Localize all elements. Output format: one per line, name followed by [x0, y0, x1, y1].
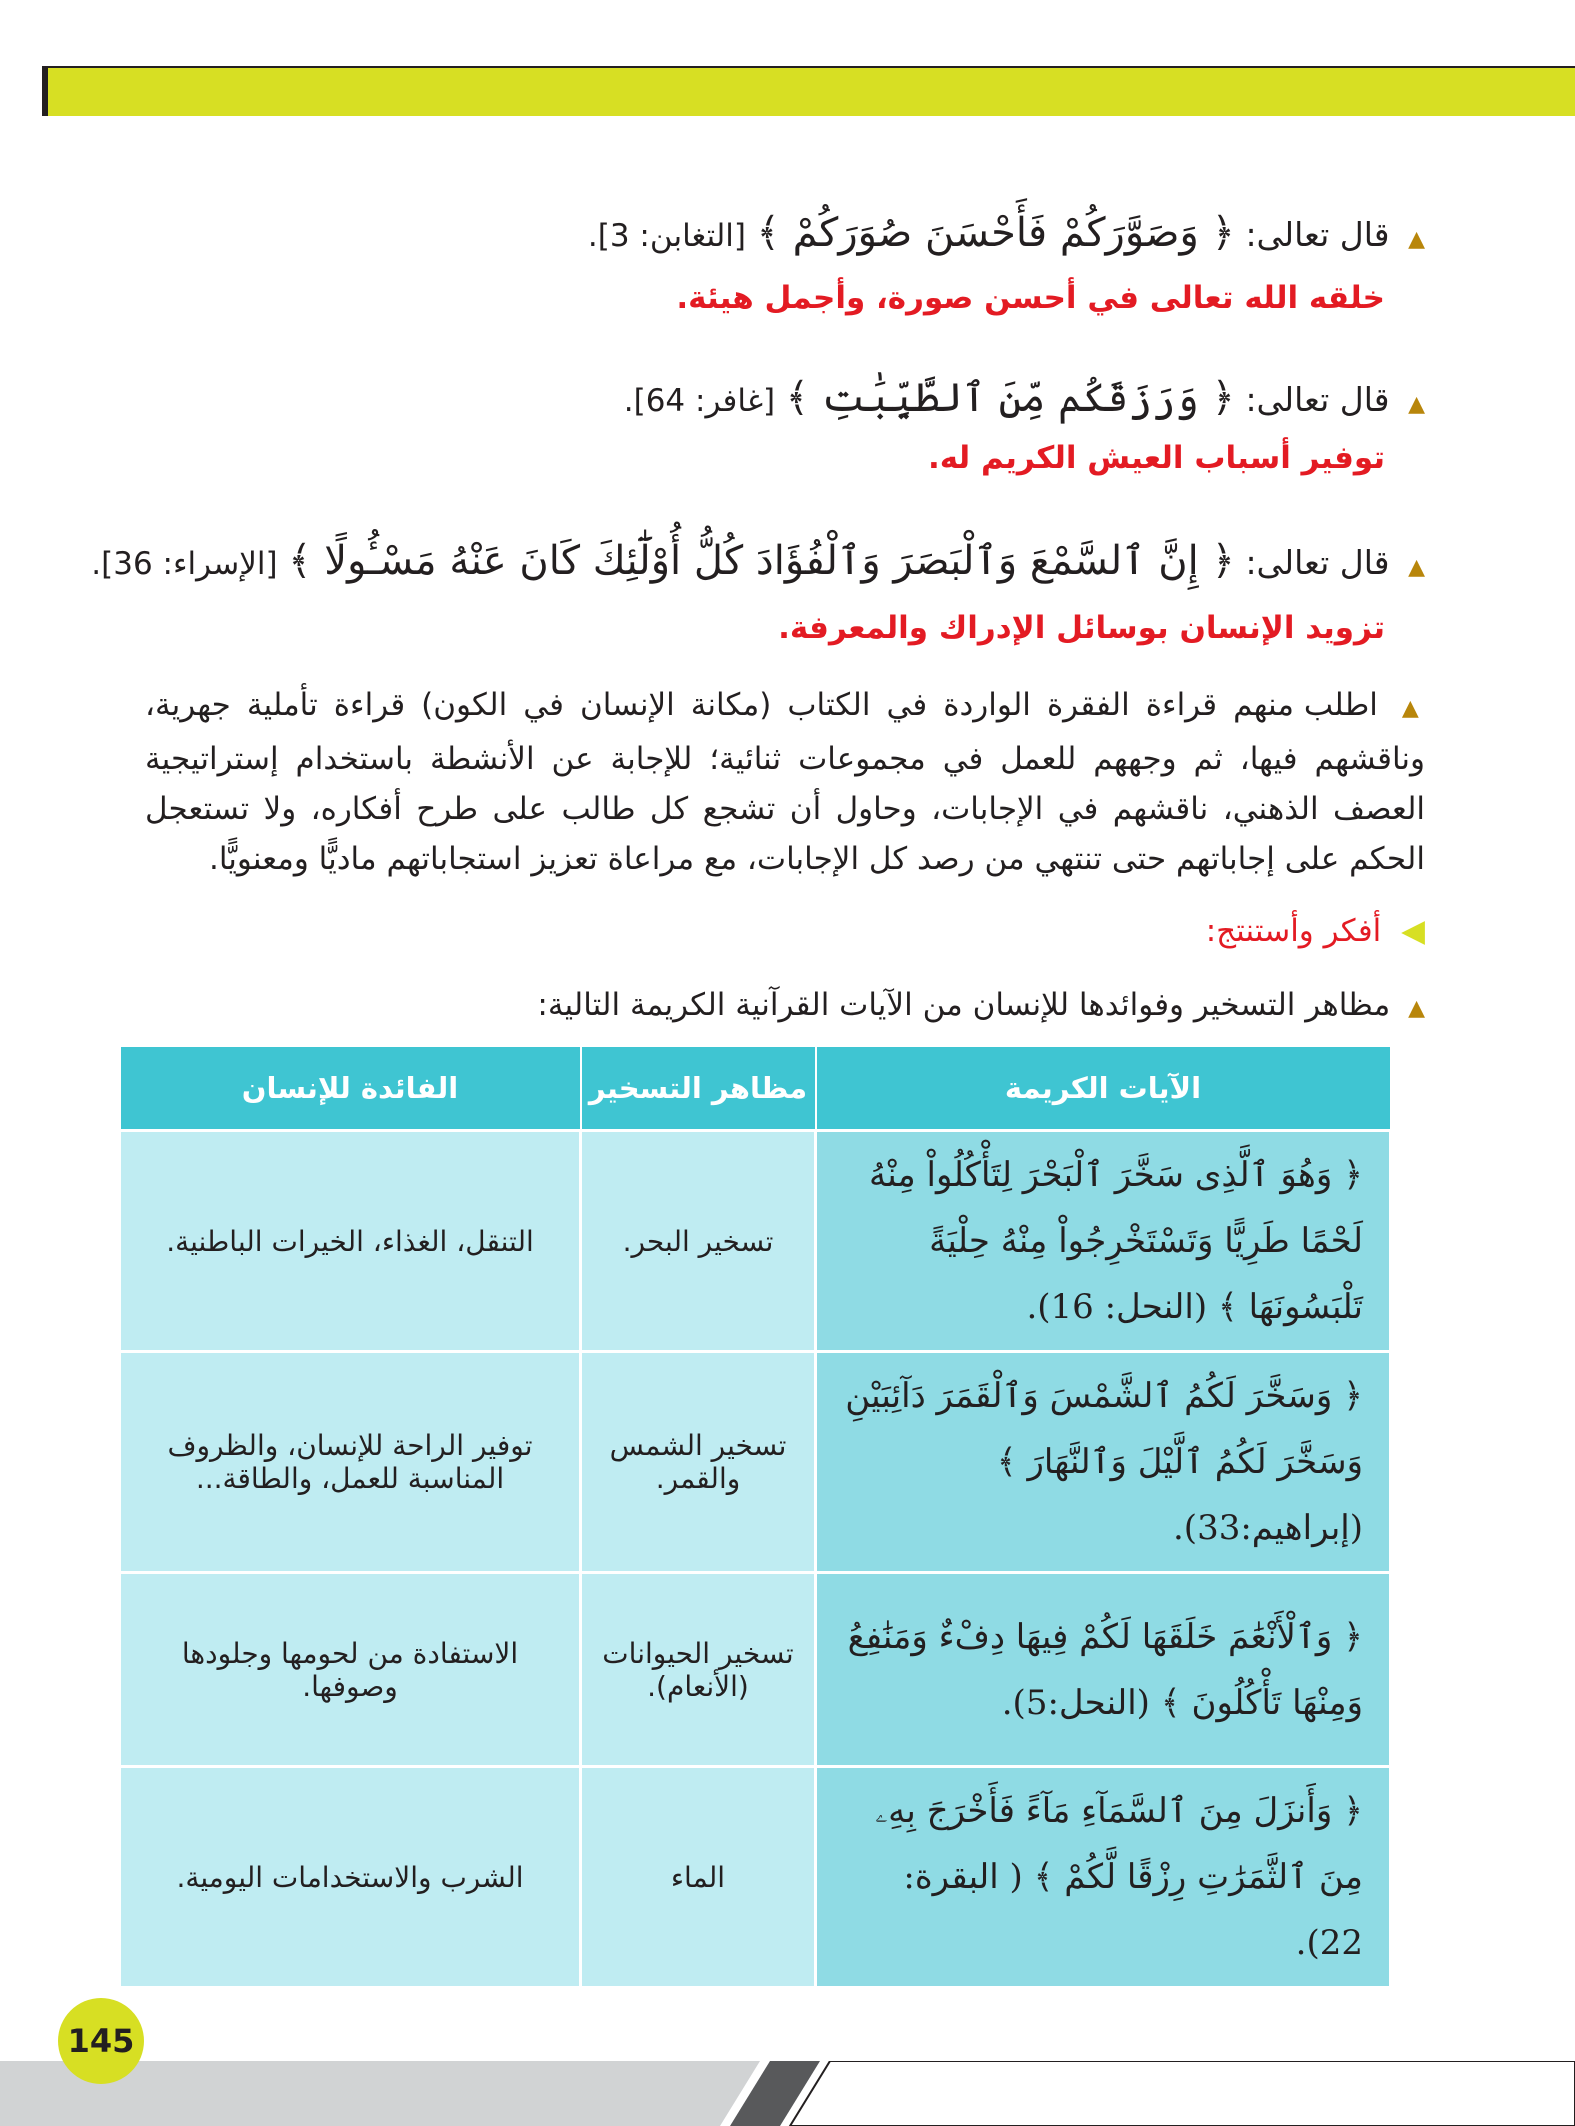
footer-stripes	[0, 2061, 1575, 2126]
table-intro	[537, 987, 1425, 1023]
heading-text: أفكر وأستنتج:	[1205, 913, 1382, 949]
table-header-row	[120, 1046, 1391, 1131]
benefit-cell: الاستفادة من لحومها وجلودها وصوفها.	[120, 1573, 581, 1767]
verse-text: ﴿ إِنَّ ٱلسَّمْعَ وَٱلْبَصَرَ وَٱلْفُؤَادَ كُلُّ أُوْلَٰٓئِكَ كَانَ عَنْهُ مَسْـُٔولًا ﴾	[288, 538, 1235, 584]
verse-cell: ﴿ وَٱلْأَنْعَٰمَ خَلَقَهَا لَكُمْ فِيهَا دِفْءٌ وَمَنَٰفِعُ وَمِنْهَا تَأْكُلُونَ ﴾ (النحل:5).	[816, 1573, 1391, 1767]
aspect-cell: الماء	[581, 1767, 816, 1988]
verse-prefix: قال تعالى:	[1245, 380, 1390, 419]
verse-cell: ﴿ وَسَخَّرَ لَكُمُ ٱلشَّمْسَ وَٱلْقَمَرَ دَآئِبَيْنِ وَسَخَّرَ لَكُمُ ٱلَّيْلَ وَٱلنَّهَارَ ﴾ (إبراهيم:33).	[816, 1352, 1391, 1573]
verse-answer-2: توفير أسباب العيش الكريم له.	[927, 440, 1385, 476]
verse-reference: [غافر: 64].	[623, 383, 776, 419]
verse-cell: ﴿ وَهُوَ ٱلَّذِى سَخَّرَ ٱلْبَحْرَ لِتَأْكُلُواْ مِنْهُ لَحْمًا طَرِيًّا وَتَسْتَخْرِجُواْ مِنْهُ حِلْيَةً تَلْبَسُونَهَا ﴾ (النحل: 16).	[816, 1131, 1391, 1352]
verse-line-1	[588, 210, 1425, 256]
verse-line-3	[91, 538, 1425, 584]
bullet-icon: ▲	[1408, 227, 1425, 252]
verse-text: ﴿ وَصَوَّرَكُمْ فَأَحْسَنَ صُوَرَكُمْ ﴾	[756, 210, 1235, 256]
intro-text: مظاهر التسخير وفوائدها للإنسان من الآيات القرآنية الكريمة التالية:	[537, 987, 1391, 1023]
header-benefit: الفائدة للإنسان	[120, 1046, 581, 1131]
verse-prefix: قال تعالى:	[1245, 215, 1390, 254]
table-row	[120, 1131, 1391, 1352]
bullet-icon: ▲	[1401, 696, 1426, 721]
header-aspects: مظاهر التسخير	[581, 1046, 816, 1131]
verse-cell: ﴿ وَأَنزَلَ مِنَ ٱلسَّمَآءِ مَآءً فَأَخْرَجَ بِهِۦ مِنَ ٱلثَّمَرَٰتِ رِزْقًا لَّكُمْ ﴾ ( البقرة: 22).	[816, 1767, 1391, 1988]
section-heading	[1206, 913, 1425, 949]
verse-reference: [التغابن: 3].	[587, 218, 746, 254]
subjugation-table	[118, 1045, 1392, 1989]
table-row	[120, 1352, 1391, 1573]
verse-text: ﴿ وَرَزَقَكُم مِّنَ ٱلطَّيِّبَٰتِ ﴾	[785, 375, 1235, 421]
instruction-paragraph	[145, 680, 1425, 884]
verse-line-2	[624, 375, 1425, 421]
bullet-icon: ▲	[1408, 392, 1425, 417]
aspect-cell: تسخير الحيوانات (الأنعام).	[581, 1573, 816, 1767]
verse-answer-3: تزويد الإنسان بوسائل الإدراك والمعرفة.	[778, 610, 1385, 646]
page-number: 145	[58, 1998, 144, 2084]
verse-answer-1: خلقه الله تعالى في أحسن صورة، وأجمل هيئة.	[676, 280, 1385, 316]
header-verses: الآيات الكريمة	[816, 1046, 1391, 1131]
verse-reference: [الإسراء: 36].	[91, 546, 278, 582]
table-row	[120, 1767, 1391, 1988]
benefit-cell: التنقل، الغذاء، الخيرات الباطنية.	[120, 1131, 581, 1352]
table-row	[120, 1573, 1391, 1767]
aspect-cell: تسخير البحر.	[581, 1131, 816, 1352]
benefit-cell: الشرب والاستخدامات اليومية.	[120, 1767, 581, 1988]
bullet-icon: ▲	[1408, 996, 1425, 1021]
benefit-cell: توفير الراحة للإنسان، والظروف المناسبة للعمل، والطاقة...	[120, 1352, 581, 1573]
verse-prefix: قال تعالى:	[1245, 543, 1390, 582]
top-accent-bar	[42, 66, 1575, 116]
paragraph-text: اطلب منهم قراءة الفقرة الواردة في الكتاب (مكانة الإنسان في الكون) قراءة تأملية جهرية، وناقشهم فيها، ثم وجههم للعمل في مجموعات ثنائية؛ للإجابة عن الأنشطة باستخدام إستراتيجية العصف الذهني، ناقشهم في الإجابات، وحاول أن تشجع كل طالب على طرح أفكاره، ولا تستعجل الحكم على إجاباتهم حتى تنتهي من رصد كل الإجابات، مع مراعاة تعزيز استجاباتهم ماديًّا ومعنويًّا.	[145, 687, 1425, 877]
triangle-icon: ◀	[1401, 913, 1425, 949]
aspect-cell: تسخير الشمس والقمر.	[581, 1352, 816, 1573]
bullet-icon: ▲	[1408, 555, 1425, 580]
